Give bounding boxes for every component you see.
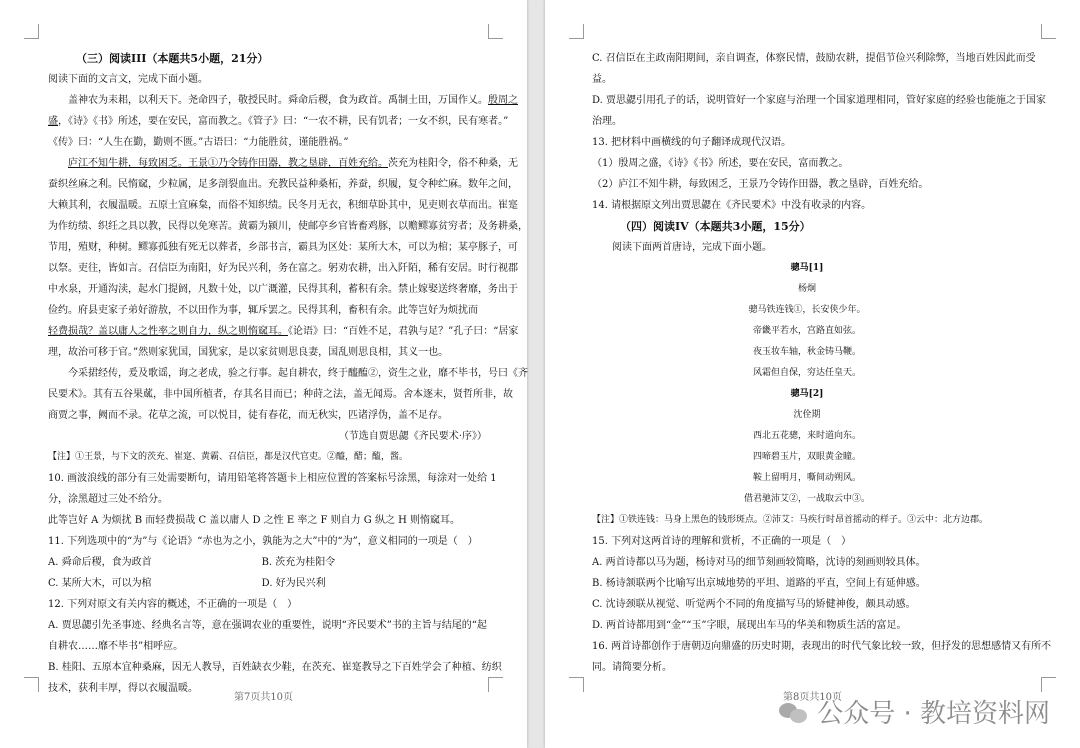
text-line: 分，涂黑超过三处不给分。 xyxy=(48,494,168,505)
page-8-body xyxy=(592,48,1052,678)
poem-note: 【注】①铁连钱：马身上黑色的钱形斑点。②沛艾：马疾行时昂首摇动的样子。③云中：北方边郡。 xyxy=(592,515,989,525)
watermark xyxy=(779,693,1050,730)
text-line: 民要术》。其有五谷果蓏，非中国所植者，存其名目而已；种莳之法，盖无闻焉。舍本逐末，贤哲所非，故 xyxy=(48,389,513,400)
text-line: 中水泉，开通沟渎，起水门提阏，凡数十处，以广溉灌，民得其利，蓄积有余。禁止嫁娶送终奢靡，务出于 xyxy=(48,284,518,295)
poem-author: 沈佺期 xyxy=(793,410,821,420)
text-line: D. 两首诗都用到“金”“玉”字眼，展现出车马的华美和物质生活的富足。 xyxy=(592,620,907,631)
text-line: 理，故治可移于官。”然则家犹国，国犹家，是以家贫则思良妻，国乱则思良相，其义一也。 xyxy=(48,347,449,358)
text-line: 14. 请根据原文列出贾思勰在《齐民要术》中没有收录的内容。 xyxy=(592,200,872,211)
text-line: 12. 下列对原文有关内容的概述，不正确的一项是（ ） xyxy=(48,599,298,610)
crop-mark xyxy=(24,24,39,39)
text-line: C. 某所大木，可以为棺 D. 好为民兴利 xyxy=(48,578,326,589)
text-line: （四）阅读IV（本题共3小题，15分） xyxy=(620,220,811,233)
crop-mark xyxy=(488,24,503,39)
poem-line: 帝畿平若水，宫路直如弦。 xyxy=(752,326,861,336)
text-line: 盖神农为耒耜，以利天下。尧命四子，敬授民时。舜命后稷，食为政首。禹制土田，万国作乂。殷周之 xyxy=(68,95,518,106)
text-line: 13. 把材料中画横线的句子翻译成现代汉语。 xyxy=(592,137,792,148)
text-line: 技术，获利丰厚，得以衣履温暖。 xyxy=(48,683,198,694)
text-line: 蚕织丝麻之利。民惰窳，少粒属，足多剖裂血出。充教民益种桑柘，养蚕，织履，复令种纻麻。数年之间， xyxy=(48,179,518,190)
text-line: 盛，《诗》《书》所述，要在安民，富而教之。《管子》曰：“一农不耕，民有饥者；一女不织，民有寒者。” xyxy=(48,116,509,127)
text-line: 庐江不知牛耕，每致困乏。王景①乃令铸作田器，教之垦辟，百姓充给。茨充为桂阳令，俗不种桑，无 xyxy=(68,158,518,169)
page-8-footer: 第8页共10页 xyxy=(782,692,843,703)
text-line: （1）殷周之盛，《诗》《书》所述，要在安民，富而教之。 xyxy=(592,158,849,169)
text-line: 阅读下面两首唐诗，完成下面小题。 xyxy=(612,242,772,253)
text-line: B. 桂阳、五原本宜种桑麻，因无人教导，百姓缺衣少鞋，在茨充、崔寔教导之下百姓学会了种植、纺织 xyxy=(48,662,502,673)
text-line: 自耕农……靡不毕书”相呼应。 xyxy=(48,641,184,652)
text-line: 治理。 xyxy=(592,116,622,127)
poem-yang-jiong xyxy=(592,258,1022,384)
poem-shen-quanqi xyxy=(592,384,1022,510)
text-line: D. 贾思勰引用孔子的话，说明管好一个家庭与治理一个国家道理相同，管好家庭的经验也能施之于国家 xyxy=(592,95,1047,106)
poem-title: 骢马[2] xyxy=(790,389,824,399)
poem-title: 骢马[1] xyxy=(790,263,824,273)
page-7 xyxy=(0,0,527,748)
page-7-footer: 第7页共10页 xyxy=(233,692,294,703)
watermark-text: 公众号 · 教培资料网 xyxy=(817,699,1050,729)
text-line: 今采捃经传，爰及歌谣，询之老成，验之行事。起自耕农，终于醯醢②，资生之业，靡不毕书，号曰《齐 xyxy=(68,368,528,379)
text-line: C. 沈诗颈联从视觉、听觉两个不同的角度描写马的矫健神俊，颇具动感。 xyxy=(592,599,916,610)
text-line: 以祭。吏往，皆如言。召信臣为南阳，好为民兴利，务在富之。躬劝农耕，出入阡陌，稀有安居。时行视郡 xyxy=(48,263,518,274)
text-line: 16. 两首诗都创作于唐朝迈向鼎盛的历史时期，表现出的时代气象比较一致，但抒发的思想感情又有所不 xyxy=(592,641,1052,652)
text-line: 轻费损哉？盖以庸人之性率之则自力，纵之则惰窳耳。《论语》曰：“百姓不足，君孰与足？”孔子曰：“居家 xyxy=(48,326,519,337)
poem-line: 风霜但自保，穷达任皇天。 xyxy=(752,368,861,378)
text-line: 11. 下列选项中的“为”与《论语》“赤也为之小，孰能为之大”中的“为”，意义相同的一项是（ ） xyxy=(48,536,478,547)
text-line: 同。请简要分析。 xyxy=(592,662,672,673)
text-line: C. 召信臣在主政南阳期间，亲自调查，体察民情，鼓励农耕，提倡节俭兴利除弊，当地百姓因此而受 xyxy=(592,53,1036,64)
text-line: 10. 画波浪线的部分有三处需要断句，请用铅笔将答题卡上相应位置的答案标号涂黑，每涂对一处给 1 xyxy=(48,473,497,484)
page-8-questions-bottom xyxy=(592,531,1052,678)
text-line: 商贾之事，阙而不录。花草之流，可以悦目，徒有春花，而无秋实，匹诸浮伪，盖不足存。 xyxy=(48,410,448,421)
poem-line: 四啼碧玉片，双眼黄金瞳。 xyxy=(752,452,861,462)
wechat-logo-icon xyxy=(779,699,809,725)
text-line: 益。 xyxy=(592,74,612,85)
page-7-body xyxy=(48,48,528,699)
text-line: 【注】①王景，与下文的茨充、崔寔、黄霸、召信臣，都是汉代官吏。②醯，醋；醢，酱。 xyxy=(48,452,409,462)
poem-line: 西北五花骢，来时道向东。 xyxy=(752,431,861,441)
poem-line: 借君驰沛艾②，一战取云中③。 xyxy=(743,494,870,504)
text-line: A. 舜命后稷，食为政首 B. 茨充为桂阳令 xyxy=(48,557,336,568)
text-line: （节选自贾思勰《齐民要术·序》） xyxy=(338,431,487,442)
poem-lines xyxy=(592,426,1022,510)
text-line: 大赖其利，衣履温暖。五原土宜麻枲，而俗不知织绩。民冬月无衣，积细草卧其中，见吏则衣草而出。崔寔 xyxy=(48,200,518,211)
text-line: （2）庐江不知牛耕，每致困乏，王景乃令铸作田器，教之垦辟，百姓充给。 xyxy=(592,179,929,190)
crop-mark xyxy=(1041,24,1056,39)
crop-mark xyxy=(569,24,584,39)
poem-line: 鞍上留明月，嘶间动朔风。 xyxy=(752,473,861,483)
poem-lines xyxy=(592,300,1022,384)
poem-line: 夜玉妆车轴，秋金铸马鞭。 xyxy=(752,347,861,357)
poem-line: 骢马铁连钱①，长安侠少年。 xyxy=(748,305,866,315)
text-line: 为作纺绩、织纴之具以教，民得以免寒苦。黄霸为颍川，使邮亭乡官皆畜鸡豚，以赡鳏寡贫穷者；及务耕桑， xyxy=(48,221,528,232)
page-8 xyxy=(545,0,1080,748)
text-line: B. 杨诗颔联两个比喻写出京城地势的平坦、道路的平直，空间上有延伸感。 xyxy=(592,578,926,589)
text-line: 节用，殖财，种树。鳏寡孤独有死无以葬者，乡部书言，霸具为区处：某所大木，可以为棺；某亭豚子，可 xyxy=(48,242,518,253)
text-line: A. 两首诗都以马为题，杨诗对马的细节刻画较简略，沈诗的刻画则较具体。 xyxy=(592,557,926,568)
text-line: 阅读下面的文言文，完成下面小题。 xyxy=(48,74,208,85)
text-line: 此等岂好 A 为烦扰 B 而轻费损哉 C 盖以庸人 D 之性 E 率之 F 则自力 G 纵之 H 则惰窳耳。 xyxy=(48,515,461,526)
poem-author: 杨炯 xyxy=(797,284,816,294)
text-line: 《传》曰：“人生在勤，勤则不匮。”古语曰：“力能胜贫，谨能胜祸。” xyxy=(48,137,349,148)
text-line: A. 贾思勰引先圣事迹、经典名言等，意在强调农业的重要性，说明“齐民要术”书的主旨与结尾的“起 xyxy=(48,620,487,631)
page-8-questions-top xyxy=(592,48,1047,258)
text-line: 15. 下列对这两首诗的理解和赏析，不正确的一项是（ ） xyxy=(592,536,852,547)
text-line: 俭约。府县吏家子弟好游敖，不以田作为事，辄斥罢之。民得其利，畜积有余。此等岂好为烦扰而 xyxy=(48,305,478,316)
text-line: （三）阅读III（本题共5小题，21分） xyxy=(76,52,269,65)
